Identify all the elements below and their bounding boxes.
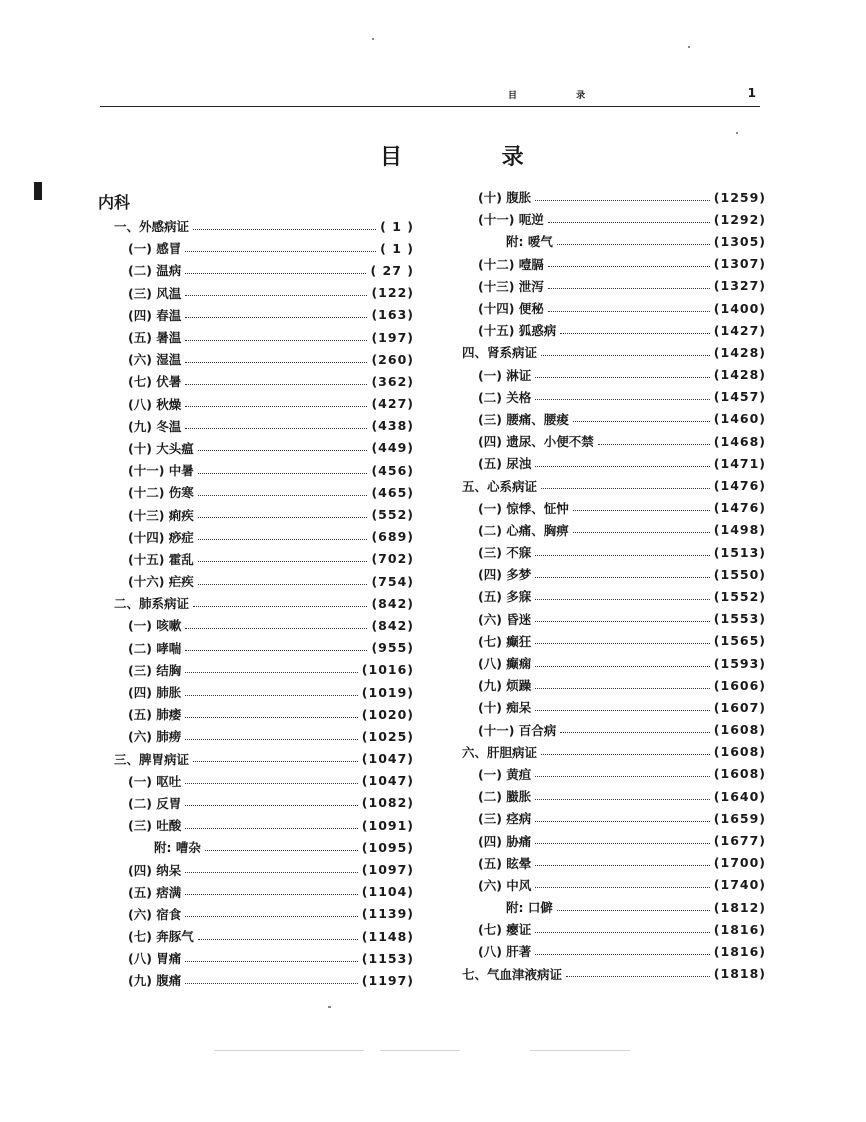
toc-entry	[462, 186, 766, 208]
toc-leader-dots	[185, 717, 358, 718]
toc-leader-dots	[535, 821, 710, 822]
toc-entry-label: (一) 咳嗽	[128, 618, 182, 634]
toc-entry-page: (1812)	[713, 899, 766, 915]
toc-leader-dots	[535, 466, 710, 467]
toc-entry	[462, 630, 766, 652]
toc-leader-dots	[185, 406, 367, 407]
toc-entry-label: (一) 感冒	[128, 241, 182, 257]
toc-leader-dots	[535, 666, 710, 667]
toc-left-column	[114, 215, 414, 992]
toc-leader-dots	[185, 872, 358, 873]
toc-entry-page: (1400)	[713, 300, 766, 316]
toc-entry-label: (八) 胃痛	[128, 951, 182, 967]
toc-entry-page: (1020)	[361, 706, 414, 722]
toc-entry	[114, 481, 414, 503]
toc-entry-page: (1608)	[713, 744, 766, 760]
toc-leader-dots	[535, 710, 710, 711]
toc-leader-dots	[566, 976, 710, 977]
toc-leader-dots	[535, 688, 710, 689]
toc-entry-label: (四) 多梦	[478, 567, 532, 583]
toc-entry-page: (1608)	[713, 722, 766, 738]
toc-entry-label: (三) 不寐	[478, 545, 532, 561]
toc-entry	[462, 364, 766, 386]
toc-entry	[114, 947, 414, 969]
toc-leader-dots	[198, 450, 368, 451]
toc-leader-dots	[535, 776, 710, 777]
toc-entry-label: (九) 腹痛	[128, 973, 182, 989]
toc-entry-page: (362)	[371, 373, 414, 389]
toc-entry-page: ( 27 )	[370, 262, 414, 278]
toc-entry-page: (1816)	[713, 921, 766, 937]
toc-entry-label: (七) 伏暑	[128, 374, 182, 390]
page-title: 目 录	[380, 145, 570, 170]
scan-speck	[328, 1006, 331, 1008]
toc-entry	[462, 829, 766, 851]
toc-entry-label: 五、心系病证	[462, 478, 538, 494]
toc-leader-dots	[185, 695, 358, 696]
toc-leader-dots	[198, 939, 358, 940]
toc-entry	[114, 237, 414, 259]
toc-entry-page: (163)	[371, 307, 414, 323]
toc-entry-page: (842)	[371, 595, 414, 611]
toc-entry	[462, 519, 766, 541]
toc-entry-page: (842)	[371, 617, 414, 633]
toc-entry-page: (122)	[371, 285, 414, 301]
toc-leader-dots	[535, 577, 710, 578]
toc-entry	[462, 452, 766, 474]
toc-entry-page: (1047)	[361, 751, 414, 767]
toc-entry-page: (1607)	[713, 699, 766, 715]
toc-leader-dots	[535, 377, 710, 378]
toc-entry-label: (四) 胁痛	[478, 833, 532, 849]
margin-mark	[34, 182, 42, 200]
toc-entry	[114, 659, 414, 681]
toc-entry-page: (1468)	[713, 433, 766, 449]
toc-entry-label: (十六) 疟疾	[128, 574, 194, 590]
toc-entry-page: (438)	[371, 418, 414, 434]
toc-entry-label: (二) 反胃	[128, 795, 182, 811]
toc-entry-page: (1095)	[361, 839, 414, 855]
toc-entry	[462, 852, 766, 874]
toc-leader-dots	[535, 932, 710, 933]
toc-leader-dots	[548, 266, 710, 267]
toc-leader-dots	[541, 754, 710, 755]
toc-entry-label: (一) 淋证	[478, 367, 532, 383]
toc-entry-page: (1608)	[713, 766, 766, 782]
toc-entry-label: (十二) 伤寒	[128, 485, 194, 501]
scan-speck	[688, 46, 690, 48]
toc-entry-label: (七) 癫狂	[478, 633, 532, 649]
toc-entry-label: (七) 瘿证	[478, 922, 532, 938]
toc-entry	[462, 719, 766, 741]
toc-entry-label: 附: 嗳气	[506, 234, 553, 250]
toc-entry-page: (1104)	[361, 884, 414, 900]
toc-entry	[462, 474, 766, 496]
toc-entry-page: (427)	[371, 396, 414, 412]
toc-entry	[462, 874, 766, 896]
toc-leader-dots	[185, 362, 367, 363]
toc-entry-label: (十三) 痢疾	[128, 507, 194, 523]
toc-entry-label: 二、肺系病证	[114, 596, 190, 612]
toc-entry-page: (1016)	[361, 662, 414, 678]
toc-entry	[462, 896, 766, 918]
toc-entry-label: (五) 肺痿	[128, 707, 182, 723]
toc-entry-page: (1307)	[713, 256, 766, 272]
toc-entry-label: (十二) 噎膈	[478, 256, 544, 272]
toc-entry-label: (二) 哮喘	[128, 640, 182, 656]
toc-entry	[114, 614, 414, 636]
toc-entry-label: 三、脾胃病证	[114, 751, 190, 767]
toc-leader-dots	[548, 288, 710, 289]
toc-leader-dots	[560, 732, 710, 733]
toc-entry	[114, 215, 414, 237]
toc-entry	[462, 430, 766, 452]
toc-entry	[462, 918, 766, 940]
toc-entry	[462, 807, 766, 829]
toc-entry-page: (754)	[371, 573, 414, 589]
toc-entry-page: (1427)	[713, 322, 766, 338]
toc-leader-dots	[573, 421, 710, 422]
toc-entry-label: (十三) 泄泻	[478, 278, 544, 294]
toc-entry-label: (九) 冬温	[128, 418, 182, 434]
toc-leader-dots	[548, 311, 710, 312]
toc-leader-dots	[548, 222, 710, 223]
toc-entry-label: (四) 纳呆	[128, 862, 182, 878]
toc-entry-page: (1700)	[713, 855, 766, 871]
toc-entry	[114, 437, 414, 459]
running-title: 目 录	[508, 91, 614, 101]
toc-entry-page: (1498)	[713, 522, 766, 538]
toc-entry	[462, 741, 766, 763]
toc-entry-label: (六) 湿温	[128, 352, 182, 368]
toc-leader-dots	[535, 555, 710, 556]
toc-leader-dots	[535, 599, 710, 600]
toc-entry-label: (十五) 霍乱	[128, 551, 194, 567]
toc-entry-page: (1476)	[713, 478, 766, 494]
toc-entry	[114, 259, 414, 281]
toc-leader-dots	[598, 444, 710, 445]
toc-entry-page: (1457)	[713, 389, 766, 405]
toc-leader-dots	[185, 894, 358, 895]
toc-leader-dots	[185, 805, 358, 806]
toc-entry	[114, 548, 414, 570]
toc-entry-page: (1327)	[713, 278, 766, 294]
toc-entry	[114, 748, 414, 770]
toc-leader-dots	[535, 399, 710, 400]
toc-entry-label: (十一) 中暑	[128, 463, 194, 479]
toc-leader-dots	[185, 273, 366, 274]
toc-entry-label: 七、气血津液病证	[462, 966, 563, 982]
toc-entry-label: 四、肾系病证	[462, 345, 538, 361]
toc-entry-label: (三) 腰痛、腰痠	[478, 411, 569, 427]
toc-leader-dots	[185, 428, 367, 429]
toc-entry-label: 附: 口僻	[506, 900, 553, 916]
toc-entry-page: (689)	[371, 529, 414, 545]
scan-speck	[380, 1050, 460, 1051]
toc-leader-dots	[198, 495, 368, 496]
toc-leader-dots	[198, 584, 368, 585]
scan-speck	[736, 132, 738, 134]
toc-leader-dots	[535, 799, 710, 800]
toc-leader-dots	[193, 606, 367, 607]
toc-leader-dots	[185, 916, 358, 917]
toc-entry-page: (449)	[371, 440, 414, 456]
toc-entry	[462, 253, 766, 275]
toc-entry	[462, 297, 766, 319]
toc-entry	[114, 282, 414, 304]
toc-entry-page: (456)	[371, 462, 414, 478]
toc-entry	[114, 881, 414, 903]
toc-entry-label: (三) 吐酸	[128, 818, 182, 834]
toc-entry-page: (1259)	[713, 189, 766, 205]
toc-entry-page: (1816)	[713, 943, 766, 959]
toc-entry	[114, 304, 414, 326]
toc-entry	[114, 903, 414, 925]
toc-leader-dots	[535, 865, 710, 866]
toc-entry	[462, 585, 766, 607]
toc-leader-dots	[541, 488, 710, 489]
toc-entry	[462, 208, 766, 230]
toc-leader-dots	[205, 850, 358, 851]
toc-entry	[462, 608, 766, 630]
toc-entry	[462, 563, 766, 585]
toc-leader-dots	[185, 251, 376, 252]
toc-entry	[114, 814, 414, 836]
toc-entry	[462, 652, 766, 674]
toc-entry	[114, 681, 414, 703]
toc-entry	[462, 763, 766, 785]
toc-entry-label: (四) 春温	[128, 307, 182, 323]
toc-entry-page: (260)	[371, 351, 414, 367]
toc-leader-dots	[535, 621, 710, 622]
toc-entry-label: (三) 风温	[128, 285, 182, 301]
page-number: 1	[747, 86, 756, 100]
toc-leader-dots	[535, 843, 710, 844]
toc-entry-page: (1097)	[361, 862, 414, 878]
toc-entry-page: (1019)	[361, 684, 414, 700]
toc-entry	[462, 785, 766, 807]
toc-entry-label: (十一) 百合病	[478, 722, 557, 738]
toc-entry	[462, 341, 766, 363]
toc-entry	[114, 570, 414, 592]
toc-entry-page: (552)	[371, 507, 414, 523]
toc-entry-label: (三) 结胸	[128, 662, 182, 678]
toc-entry-label: (一) 呕吐	[128, 773, 182, 789]
toc-entry-label: 一、外感病证	[114, 219, 190, 235]
toc-entry-page: (1818)	[713, 966, 766, 982]
toc-entry-label: (五) 眩晕	[478, 855, 532, 871]
toc-entry-label: (五) 尿浊	[478, 456, 532, 472]
toc-entry	[114, 969, 414, 991]
toc-entry	[462, 497, 766, 519]
toc-leader-dots	[557, 910, 710, 911]
scan-speck	[372, 38, 374, 40]
toc-entry-label: (六) 宿食	[128, 906, 182, 922]
toc-entry-page: (1552)	[713, 588, 766, 604]
toc-entry-label: (十) 大头瘟	[128, 440, 194, 456]
toc-entry	[114, 415, 414, 437]
toc-entry-label: (六) 中风	[478, 877, 532, 893]
toc-entry	[114, 326, 414, 348]
toc-entry-page: (1513)	[713, 544, 766, 560]
toc-entry-label: (六) 肺痨	[128, 729, 182, 745]
toc-leader-dots	[198, 539, 368, 540]
toc-leader-dots	[557, 244, 710, 245]
toc-entry-page: (1606)	[713, 677, 766, 693]
toc-leader-dots	[185, 384, 367, 385]
toc-entry	[462, 275, 766, 297]
toc-leader-dots	[185, 672, 358, 673]
toc-entry-page: (955)	[371, 640, 414, 656]
toc-entry-page: ( 1 )	[380, 218, 414, 234]
scan-speck	[530, 1050, 630, 1051]
toc-leader-dots	[185, 961, 358, 962]
toc-leader-dots	[573, 510, 710, 511]
toc-leader-dots	[541, 355, 710, 356]
toc-entry	[114, 348, 414, 370]
toc-entry	[462, 963, 766, 985]
toc-leader-dots	[535, 954, 710, 955]
toc-leader-dots	[185, 783, 358, 784]
toc-entry-label: (十四) 便秘	[478, 301, 544, 317]
toc-entry	[462, 696, 766, 718]
toc-entry-page: (1640)	[713, 788, 766, 804]
toc-entry-label: (三) 痉病	[478, 811, 532, 827]
toc-entry	[114, 370, 414, 392]
toc-entry	[114, 703, 414, 725]
toc-entry-page: (1550)	[713, 566, 766, 582]
toc-leader-dots	[198, 473, 368, 474]
toc-leader-dots	[185, 340, 367, 341]
toc-entry	[114, 592, 414, 614]
toc-entry	[114, 637, 414, 659]
toc-entry-page: (1047)	[361, 773, 414, 789]
toc-entry-page: (1476)	[713, 500, 766, 516]
toc-entry-page: (1593)	[713, 655, 766, 671]
toc-entry-page: (1153)	[361, 950, 414, 966]
toc-leader-dots	[560, 333, 710, 334]
toc-entry-page: (1565)	[713, 633, 766, 649]
toc-entry-page: (1305)	[713, 233, 766, 249]
toc-entry-label: (八) 秋燥	[128, 396, 182, 412]
toc-entry	[462, 408, 766, 430]
toc-entry-page: (1677)	[713, 833, 766, 849]
toc-entry	[462, 230, 766, 252]
toc-entry-label: 附: 嘈杂	[154, 840, 201, 856]
toc-entry-page: (1082)	[361, 795, 414, 811]
toc-entry	[462, 674, 766, 696]
toc-leader-dots	[573, 532, 710, 533]
toc-leader-dots	[185, 650, 367, 651]
toc-leader-dots	[185, 983, 358, 984]
toc-entry	[462, 386, 766, 408]
toc-entry-label: (九) 烦躁	[478, 678, 532, 694]
section-title: 内科	[98, 193, 131, 212]
toc-entry	[114, 526, 414, 548]
toc-entry-label: (十) 痴呆	[478, 700, 532, 716]
toc-entry	[462, 541, 766, 563]
toc-entry-label: (二) 臌胀	[478, 789, 532, 805]
toc-entry-page: (1197)	[361, 972, 414, 988]
toc-entry	[114, 393, 414, 415]
toc-leader-dots	[193, 229, 376, 230]
toc-right-column	[462, 186, 766, 985]
toc-entry-label: (十五) 狐惑病	[478, 323, 557, 339]
toc-entry-page: (1740)	[713, 877, 766, 893]
toc-entry	[462, 940, 766, 962]
toc-entry-label: (六) 昏迷	[478, 611, 532, 627]
toc-entry-label: (五) 痞满	[128, 884, 182, 900]
toc-entry	[462, 319, 766, 341]
toc-entry-label: (八) 癫痫	[478, 656, 532, 672]
toc-entry-page: (197)	[371, 329, 414, 345]
toc-entry-page: (1428)	[713, 344, 766, 360]
toc-entry-label: (八) 肝著	[478, 944, 532, 960]
toc-entry-page: (1139)	[361, 906, 414, 922]
toc-entry	[114, 459, 414, 481]
toc-entry-page: (1553)	[713, 611, 766, 627]
toc-entry-label: (一) 黄疸	[478, 766, 532, 782]
toc-leader-dots	[185, 628, 367, 629]
toc-entry	[114, 836, 414, 858]
toc-entry	[114, 858, 414, 880]
toc-leader-dots	[535, 887, 710, 888]
toc-entry-label: (一) 惊悸、怔忡	[478, 500, 569, 516]
toc-entry-page: (1091)	[361, 817, 414, 833]
toc-entry-page: (1025)	[361, 728, 414, 744]
toc-entry-page: (1148)	[361, 928, 414, 944]
toc-entry-label: (四) 肺胀	[128, 685, 182, 701]
toc-entry-label: (五) 多寐	[478, 589, 532, 605]
toc-entry	[114, 925, 414, 947]
toc-entry-label: (二) 温病	[128, 263, 182, 279]
toc-entry-page: ( 1 )	[380, 240, 414, 256]
toc-entry-page: (1659)	[713, 810, 766, 826]
toc-entry-label: (二) 心痛、胸痹	[478, 522, 569, 538]
toc-leader-dots	[535, 643, 710, 644]
toc-leader-dots	[198, 561, 368, 562]
toc-entry-page: (1428)	[713, 367, 766, 383]
toc-entry-page: (1292)	[713, 211, 766, 227]
toc-entry-page: (1471)	[713, 455, 766, 471]
toc-entry-label: (二) 关格	[478, 389, 532, 405]
toc-leader-dots	[185, 317, 367, 318]
toc-entry	[114, 792, 414, 814]
toc-entry	[114, 503, 414, 525]
toc-entry-label: (十一) 呃逆	[478, 212, 544, 228]
toc-entry-label: 六、肝胆病证	[462, 744, 538, 760]
toc-entry-label: (五) 暑温	[128, 330, 182, 346]
toc-entry-label: (四) 遗尿、小便不禁	[478, 434, 594, 450]
toc-leader-dots	[535, 200, 710, 201]
toc-leader-dots	[193, 761, 358, 762]
toc-leader-dots	[185, 739, 358, 740]
toc-entry-page: (465)	[371, 484, 414, 500]
toc-entry	[114, 725, 414, 747]
toc-entry-label: (十) 腹胀	[478, 190, 532, 206]
toc-entry-label: (七) 奔豚气	[128, 929, 194, 945]
toc-entry-page: (1460)	[713, 411, 766, 427]
toc-leader-dots	[185, 295, 367, 296]
toc-leader-dots	[185, 828, 358, 829]
toc-entry-label: (十四) 痧症	[128, 529, 194, 545]
scan-speck	[214, 1050, 364, 1051]
toc-entry-page: (702)	[371, 551, 414, 567]
toc-entry	[114, 770, 414, 792]
toc-leader-dots	[198, 517, 368, 518]
running-header	[100, 86, 760, 107]
